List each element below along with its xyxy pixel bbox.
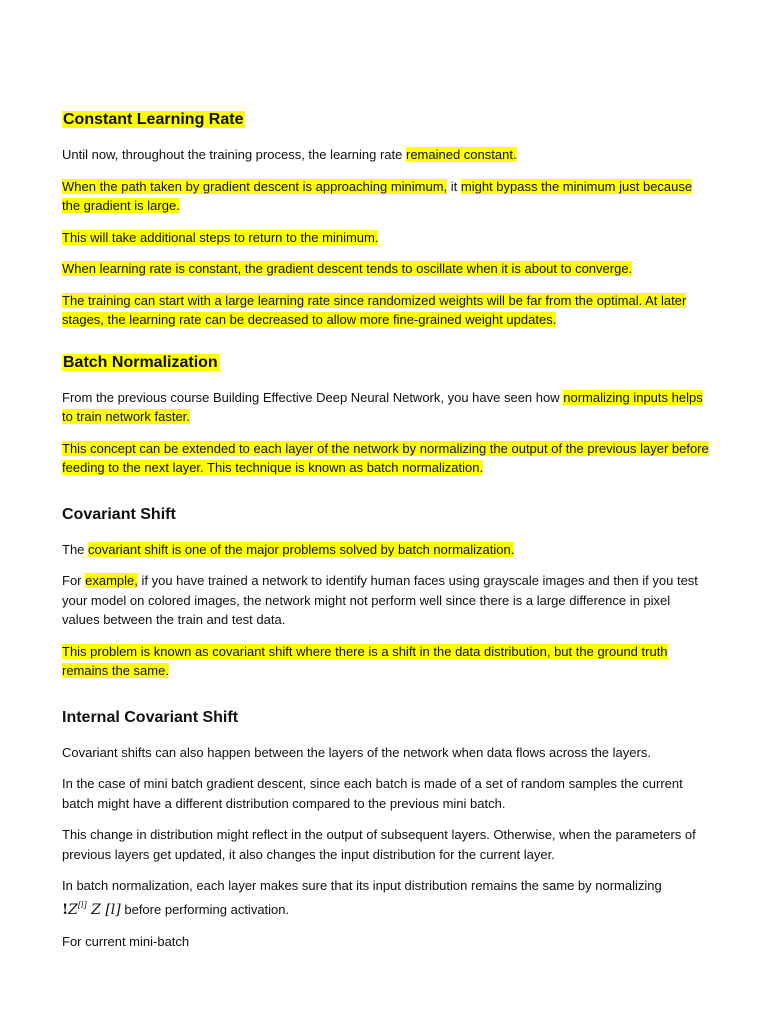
heading-internal-covariant-shift: Internal Covariant Shift [62, 708, 239, 726]
paragraph: Until now, throughout the training process, the learning rate remained constant. [62, 147, 517, 162]
paragraph: The training can start with a large learning rate since randomized weights will be far from the optimal. At later stages, the learning rate can be decreased to allow more fine-grained weight updates. [62, 292, 687, 327]
paragraph: This problem is known as covariant shift where there is a shift in the data distribution, but the ground truth remains the same. [62, 643, 668, 678]
paragraph: In batch normalization, each layer makes sure that its input distribution remains the same by normalizing !Z[l] Z [l] before performing activation. [62, 878, 662, 918]
heading-batch-normalization: Batch Normalization [63, 353, 218, 371]
paragraph: This concept can be extended to each layer of the network by normalizing the output of the previous layer before feeding to the next layer. This technique is known as batch normalization. [62, 440, 709, 475]
math-expression: !Z[l] Z [l] [62, 900, 121, 918]
document-content [62, 109, 710, 964]
heading-constant-learning-rate: Constant Learning Rate [63, 111, 244, 128]
paragraph: For current mini-batch [62, 934, 190, 949]
paragraph: The covariant shift is one of the major problems solved by batch normalization. [62, 541, 515, 557]
heading-covariant-shift: Covariant Shift [62, 505, 176, 523]
paragraph: In the case of mini batch gradient descent, since each batch is made of a set of random samples the current batch might have a different distribution compared to the previous mini batch. [62, 776, 683, 811]
paragraph: Covariant shifts can also happen between the layers of the network when data flows across the layers. [62, 744, 651, 760]
paragraph: This change in distribution might reflect in the output of subsequent layers. Otherwise, when the parameters of previous layers get updated, it also changes the input distribution for the current layer. [62, 827, 696, 862]
paragraph: For example, if you have trained a network to identify human faces using grayscale images and then if you test your model on colored images, the network might not perform well since there is a large difference in pixel values between the train and test data. [62, 573, 698, 627]
paragraph: When learning rate is constant, the gradient descent tends to oscillate when it is about to converge. [62, 261, 633, 276]
paragraph: This will take additional steps to return to the minimum. [62, 229, 379, 245]
paragraph: From the previous course Building Effective Deep Neural Network, you have seen how normalizing inputs helps to train network faster. [62, 389, 703, 424]
paragraph: When the path taken by gradient descent is approaching minimum, it might bypass the minimum just because the gradient is large. [62, 178, 693, 213]
